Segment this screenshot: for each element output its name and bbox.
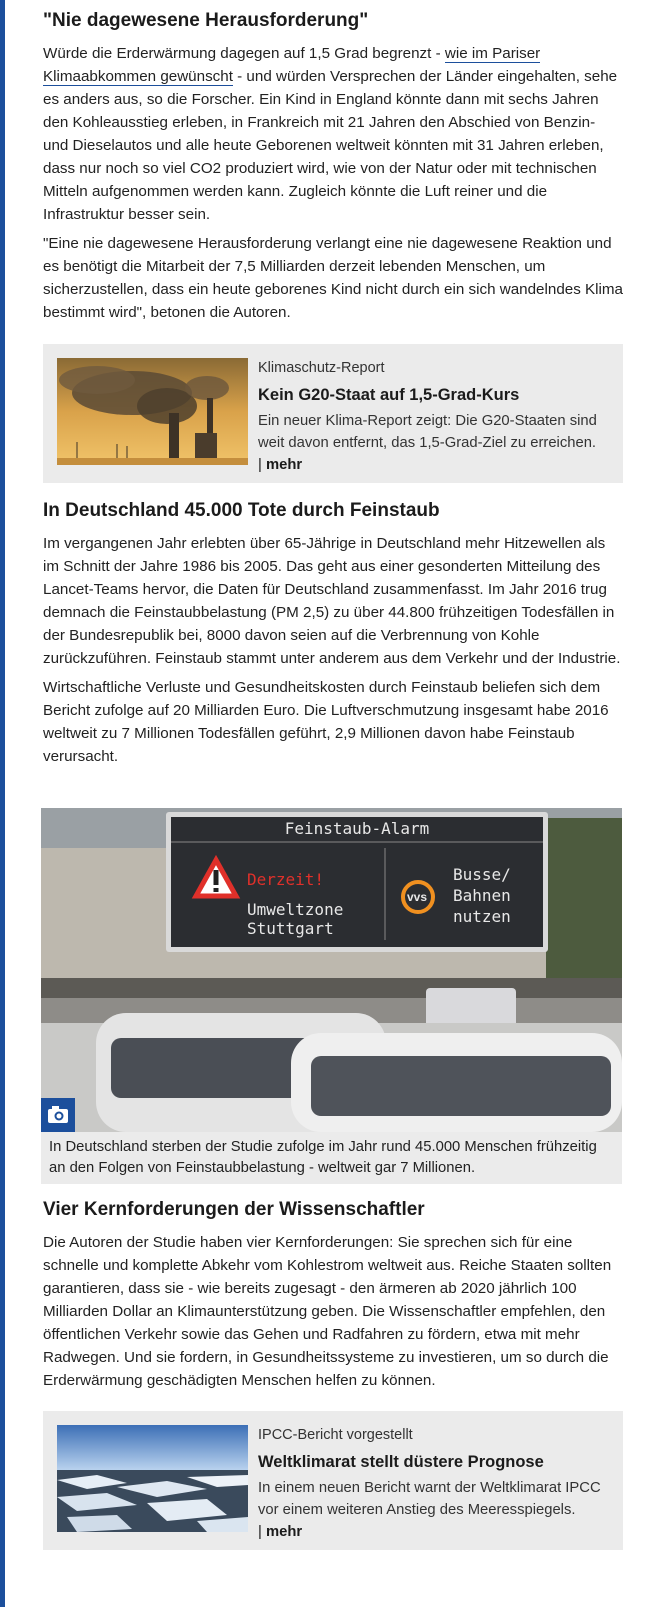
teaser-kicker: Klimaschutz-Report [258,360,385,376]
more-separator: | [258,457,266,473]
paragraph: "Eine nie dagewesene Herausforderung verlangt eine nie dagewesene Reaktion und es benötigt die Mitarbeit der 7,5 Milliarden derzeit lebenden Menschen, um sicherzustellen, dass ein heute geborenes Kind nicht durch ein sich wandelndes Klima bestimmt wird", betonen die Autoren. [43,235,624,321]
feinstaub-alarm-photo[interactable] [41,808,622,1132]
camera-icon[interactable] [41,1098,75,1132]
teaser-text [258,1425,613,1543]
vvs-logo: vvs [407,890,428,904]
sign-zone-text [247,900,343,938]
teaser-image-smokestacks[interactable] [57,358,248,465]
section-kernforderungen [43,1198,623,1392]
paragraph: Wirtschaftliche Verluste und Gesundheitskosten durch Feinstaub beliefen sich dem Bericht zufolge auf 20 Milliarden Euro. Die Luftverschmutzung insgesamt habe 2016 weltweit zu 7 Millionen Todesfällen geführt, 2,9 Millionen davon habe Feinstaub verursacht. [43,679,609,765]
text-run: Würde die Erderwärmung dagegen auf 1,5 Grad begrenzt - [43,45,445,62]
more-label[interactable]: mehr [265,457,303,473]
paragraph: Im vergangenen Jahr erlebten über 65-Jährige in Deutschland mehr Hitzewellen als im Schnitt der Jahre 1986 bis 2005. Das geht aus einer gesonderten Mitteilung des Lancet-Teams hervor, die Daten für Deutschland zusammenfasst. Im Jahr 2016 trug demnach die Feinstaubbelastung (PM 2,5) zu über 44.800 frühzeitigen Todesfällen in der Bundesrepublik bei, 8000 davon seien auf die Verbrennung von Kohle zurückzuführen. Feinstaub stammt unter anderem aus dem Verkehr und der Industrie. [43,535,621,667]
teaser-headline[interactable]: Weltklimarat stellt düstere Prognose [258,1453,544,1471]
sign-transit-line: Bahnen [453,886,511,905]
paragraph [43,42,623,226]
teaser-more-link[interactable] [258,454,613,476]
left-accent-bar [0,0,5,1607]
pariser-abkommen-link[interactable]: wie im Pariser Klimaabkommen gewünscht [43,45,541,85]
sign-zone-line: Stuttgart [247,919,334,938]
section-heading: In Deutschland 45.000 Tote durch Feinstaub [43,500,440,521]
teaser-kicker: IPCC-Bericht vorgestellt [258,1427,413,1443]
sign-transit-line: Busse/ [453,865,511,884]
teaser-image-ice-floes[interactable] [57,1425,248,1532]
more-label[interactable]: mehr [265,1524,303,1540]
teaser-ipcc-bericht[interactable] [43,1411,623,1550]
teaser-klimaschutz-report[interactable] [43,344,623,483]
section-feinstaub [43,499,623,768]
section-nie-dagewesene [43,9,623,324]
sign-zone-line: Umweltzone [247,900,344,919]
sign-warning-text: Derzeit! [247,870,325,889]
sign-transit-line: nutzen [453,907,511,926]
more-separator: | [258,1524,266,1540]
section-heading: "Nie dagewesene Herausforderung" [43,10,369,31]
teaser-headline[interactable]: Kein G20-Staat auf 1,5-Grad-Kurs [258,386,520,404]
sign-title: Feinstaub-Alarm [284,819,430,838]
teaser-more-link[interactable] [258,1521,613,1543]
text-run: - und würden Versprechen der Länder eingehalten, sehe es anders aus, so die Forscher. Ein Kind in England könnte dann mit sechs Jahren den Kohleausstieg erleben, in Frankreich mit 21 Jahren den Abschied von Benzin- und Dieselautos und alle heute Geborenen weltweit könnten mit 31 Jahren erleben, dass nur noch so viel CO2 produziert wird, wie von der Natur oder mit technischen Mitteln aufgenommen werden kann. Zugleich könnte die Luft reiner und die Infrastruktur besser sein. [43,68,618,223]
paragraph: Die Autoren der Studie haben vier Kernforderungen: Sie sprechen sich für eine schnelle und komplette Abkehr vom Kohlestrom weltweit aus. Reiche Staaten sollten garantieren, dass sie - wie bereits zugesagt - den ärmeren ab 2020 jährlich 100 Milliarden Dollar an Klimaunterstützung geben. Die Wissenschaftler empfehlen, den öffentlichen Verkehr sowie das Gehen und Radfahren zu fördern, etwa mit mehr Radwegen. Und sie fordern, in Gesundheitssysteme zu investieren, um so durch die Erderwärmung geschädigten Menschen helfen zu können. [43,1234,612,1389]
sign-transit-text [453,864,511,927]
teaser-description: Ein neuer Klima-Report zeigt: Die G20-Staaten sind weit davon entfernt, das 1,5-Grad-Ziel zu erreichen. [258,413,597,451]
teaser-text [258,358,613,476]
teaser-description: In einem neuen Bericht warnt der Weltklimarat IPCC vor einem weiteren Anstieg des Meeresspiegels. [258,1480,601,1518]
photo-caption: In Deutschland sterben der Studie zufolge im Jahr rund 45.000 Menschen frühzeitig an den Folgen von Feinstaubbelastung - weltweit gar 7 Millionen. [41,1132,622,1184]
section-heading: Vier Kernforderungen der Wissenschaftler [43,1199,425,1220]
